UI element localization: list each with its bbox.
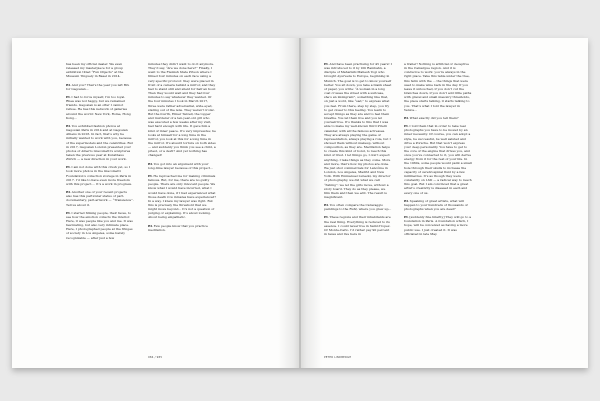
paragraph [66, 165, 134, 186]
paragraph [148, 62, 216, 158]
paragraph-text: minutes they didn’t want to do it anymore. They’d say, “Are we done here?” Finally, I went to the Flemish State Prison where I filmed four minutes on each face using a very specific protocol: they were placed in front of a camera behind a mirror, and they had to stand still and silent for half an hour. Then they would wait and they had four minutes to say whatever they wanted. Of the four minutes I took in March 2017, three were rather adversarial, wide-eyed, staring out of the lens. They weren’t ironic. But the fourth, Elmer Tarzell, the topper and murderer of a ten-year-old girl who was executed a few weeks after my visit, had hard enough with life. It gave him a kind of inner peace. It’s very impressive; he looks at himself for a long time in the mirror, you look at this for a long time in the mirror. It’s absurd torture on both sides — and suddenly you think you see a child, a priest, or a devil? And yet nothing has changed! [148, 62, 216, 158]
paragraph [66, 124, 134, 161]
paragraph-text: What exactly did you tell them? [409, 115, 459, 120]
speaker-initials: RL [148, 161, 153, 166]
paragraph-text: You got into an argument with your long-time lawyer because of this project... [148, 161, 213, 170]
paragraph-text: I told them that in order to take real photographs you have to be moved by an inner necessity. Of course, you can adopt a style, be successful, be well saluted and drive a Porsche. But that won’t express your deep personality. You have to get to the core of the engine that drives you, and once you’ve connected to it, you will derive energy from it for the rest of your life. In the 1960s, some people would paint a small hole through their skulls to increase the capacity of cerebrospinal fluid by a few millimetres. It’s as though they were constantly on LSD — a radical way to reach this goal. But I am convinced that a great artist’s creativity is diseased in each and every one of us. [404, 124, 472, 195]
paragraph [404, 124, 472, 195]
speaker-initials: RL [66, 82, 71, 87]
speaker-initials: RL [66, 190, 71, 195]
paragraph [324, 215, 392, 236]
speaker-initials: RL [148, 223, 153, 228]
right-page-column-1 [324, 62, 392, 352]
paragraph [148, 162, 216, 170]
paragraph-text: I had to force myself, I’m too loyal. Rhea was not happy, but we remained friends. Gagosian is an offer I cannot refuse. He has this network of galleries around the world: New York, Rome, Hong Kong... [66, 94, 131, 120]
paragraph [324, 62, 392, 199]
paragraph [66, 211, 134, 240]
paragraph-text: And have been practising for 45 years! I was introduced to it by Ulli Rambahn, a disciple of Maharishi Mahesh Yogi who brought Ayurveda to Europe, beginning in Munich. The goal is to get to know yourself better. You sit down, you take a blank sheet of paper, you write: “A woman in a long coat crosses the street with a suitcase, she’s an immigrant”, something like that, on just a word, like “sad,” to express what you feel. From there, step by step, you try to get closer to this feeling. You learn to accept things as they are and to feel them breathe. You let them live and you let yourself live. It’s thanks to this that I was able to make my well-known third Pirelli calendar, with all the famous actresses. They are always playing the game of representation, always playing a role, but I showed them without makeup, without composition, as they are. Meditation helps to create this kind of bond, to reach this kind of trust. I let things go, I don’t expect anything, I take things as they come. More and more, that’s how my photos are done. We just shot commercials for Lancôme in London, Los Angeles, Madrid and New York. With Emmanuel Lubezki, my director of photography, we did what we call “fishing”: we let the girls move, without a story board. They do as they please, we film them and then we edit. The result is magnificent. [324, 62, 392, 199]
speaker-initials: RL [324, 203, 329, 208]
paragraph-text: Another one of your recent projects also has this particular status of part-documentary, part-artwork — “Transience”. Tell us about it. [66, 190, 134, 207]
paragraph [66, 95, 134, 120]
paragraph-text: He reproached me for making criminals famous. But, for me, there are no guilty people. There are only innocent people. We know what I would have incurred, what I would have done, if I had experienced what those death row inmates have experienced? In a way, I knew my lawyer was right. But this is precisely the threshold that we might move beyond... It’s not a question of judging or explaining. It’s about looking. About being empathetic. [148, 173, 216, 220]
speaker-initials: PL [324, 215, 329, 220]
paragraph-text: Few people know that you practice meditation. [148, 223, 208, 232]
paragraph-text: You exhibited fashion photos at Gagosian Paris in 2014 and at Gagosian Athens in 2016. In fact, that’s why he initially wanted to work with you, because of the supermodels and the celebrities. But in 2017, Gagosian London presented your photos of Alberto Giacometti’s sculptures taken the previous year at Kunsthaus Zürich — a new direction in your work. [66, 123, 133, 162]
paragraph-text: I started filming people, their faces, to see how the emotion collects the interior. Here, it was people like you and me. It was fascinating, but also very intimate place. Here, I photographed people at the fringes of society in Los Angeles, some barely recognizable — after just a few [66, 210, 133, 240]
speaker-initials: RL [404, 115, 409, 120]
paragraph [66, 62, 134, 79]
speaker-initials: PL [404, 124, 409, 129]
paragraph [324, 203, 392, 211]
left-page [12, 38, 300, 368]
speaker-initials: RL [404, 198, 409, 203]
left-page-folio: 984 / 985 [148, 356, 163, 359]
paragraph [148, 224, 216, 232]
paragraph [66, 190, 134, 207]
paragraph-text: I am not done with this crush yet, so I took more photos in the Giacometti Foundation’s collection storage in Paris in 2017. I’d like to have even more freedom with this project.... It’s a work in progress. [66, 165, 133, 186]
right-page-folio: PETER LINDBERGH [324, 356, 352, 359]
speaker-initials: PL [66, 210, 71, 215]
paragraph [404, 215, 472, 236]
right-page [300, 38, 588, 368]
paragraph [404, 62, 472, 112]
left-gutter-shadow [278, 38, 300, 368]
speaker-initials: PL [148, 173, 153, 178]
paragraph-text: [suddenly fine hilarity] They will go to a foundation in Paris. A foundation which, I hope, will be conceived as having a more public use. I just created it. It was officiated in late May. [404, 215, 472, 236]
speaker-initials: PL [66, 94, 71, 99]
paragraph-text: These regions and their inhabitants are the real thing. Everything is reduced to its essence. I could never live in Saint-Tropez. Or Monte-Carlo. I’d rather pay 90 percent in taxes and live here in [324, 215, 391, 237]
left-page-column-1 [66, 62, 134, 352]
speaker-initials: RL [66, 123, 71, 128]
speaker-initials: PL [66, 165, 71, 170]
paragraph-text: You often compare the Caravaggio paintings to the Ruhr, where you grew up... [324, 203, 392, 212]
paragraph [404, 199, 472, 211]
speaker-initials: PL [324, 62, 329, 66]
spine-gutter [299, 38, 301, 368]
paragraph-text: has been my official dealer. We even released my masterpiece for a group exhibition titled “Fun Objects” at the Museum Tinguely in Basel in 2014. [66, 62, 124, 79]
paragraph-text: And you? That’s the year you left Bru for Gagosian... [66, 82, 130, 91]
paragraph [66, 83, 134, 91]
speaker-initials: PL [404, 215, 409, 220]
book-spread [12, 38, 588, 368]
paragraph [404, 116, 472, 120]
left-page-column-2 [148, 62, 216, 352]
right-page-column-2 [404, 62, 472, 352]
right-gutter-shadow [300, 38, 322, 368]
paragraph [148, 174, 216, 220]
paragraph-text: a trailer! Nothing is artificial or deceptive in the Camargue region. And it is conducive to work: you’re always in the right place. Take this table under the tree, this farm with the ... the things that were used to make wine back in the day. If you leave it untouched, if you don’t cut the branches down, if you don’t add little paths with gravel and small masonry thresholds, the place starts talking, it starts talking to you. That’s what I told the lawyer in Venice... [404, 62, 472, 112]
paragraph-text: Speaking of great artists, what will happen to your hundreds of thousands of photographs when you are dead? [404, 198, 468, 211]
